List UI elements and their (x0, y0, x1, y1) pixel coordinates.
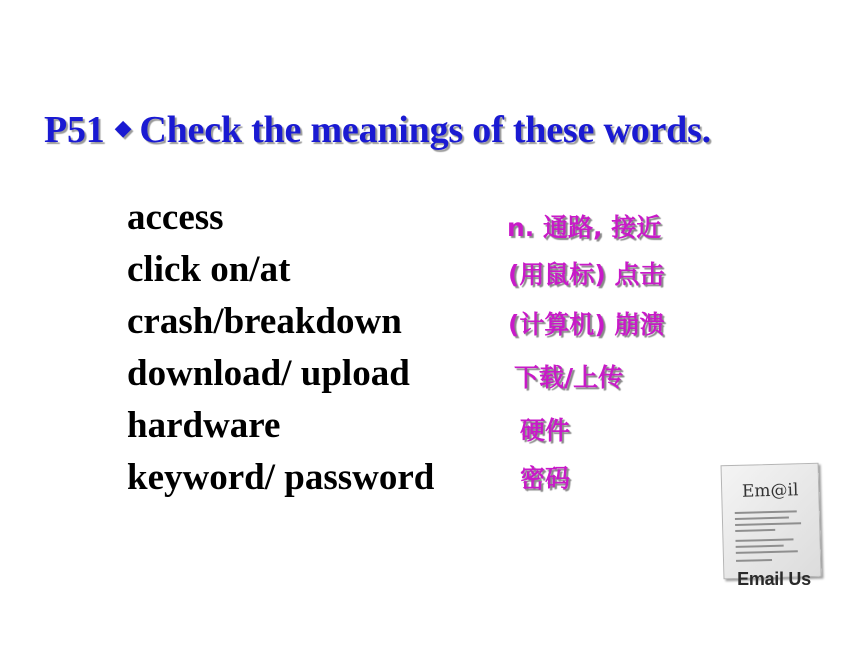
email-us-caption: Email Us (737, 569, 811, 589)
document-text-line (735, 529, 775, 532)
vocabulary-word: hardware (127, 405, 281, 446)
email-document-icon (721, 463, 822, 580)
diamond-bullet-icon: ◆ (114, 115, 132, 140)
email-us-clipart (722, 464, 822, 594)
title-text: Check the meanings of these words. (139, 109, 711, 151)
document-text-line (736, 559, 772, 562)
document-text-line (736, 550, 798, 554)
vocabulary-word: keyword/ password (127, 457, 435, 498)
vocabulary-word: access (127, 197, 224, 238)
vocabulary-meaning: 下载/上传 (514, 363, 624, 392)
document-text-line (735, 510, 797, 514)
vocabulary-meaning: 硬件 (520, 416, 571, 445)
document-text-line (735, 517, 789, 520)
page-number: P51 (44, 109, 105, 151)
vocabulary-word: download/ upload (127, 353, 410, 394)
document-text-line (736, 545, 784, 548)
vocabulary-word: crash/breakdown (127, 301, 402, 342)
vocabulary-meaning: (用鼠标) 点击 (508, 260, 665, 289)
vocabulary-meaning: n. 通路, 接近 (507, 213, 662, 242)
document-text-line (735, 538, 793, 542)
vocabulary-meaning: 密码 (520, 464, 571, 493)
email-document-header: Em@il (741, 480, 799, 502)
vocabulary-meaning: (计算机) 崩溃 (508, 310, 665, 339)
document-text-line (735, 522, 801, 526)
vocabulary-word: click on/at (127, 249, 291, 290)
